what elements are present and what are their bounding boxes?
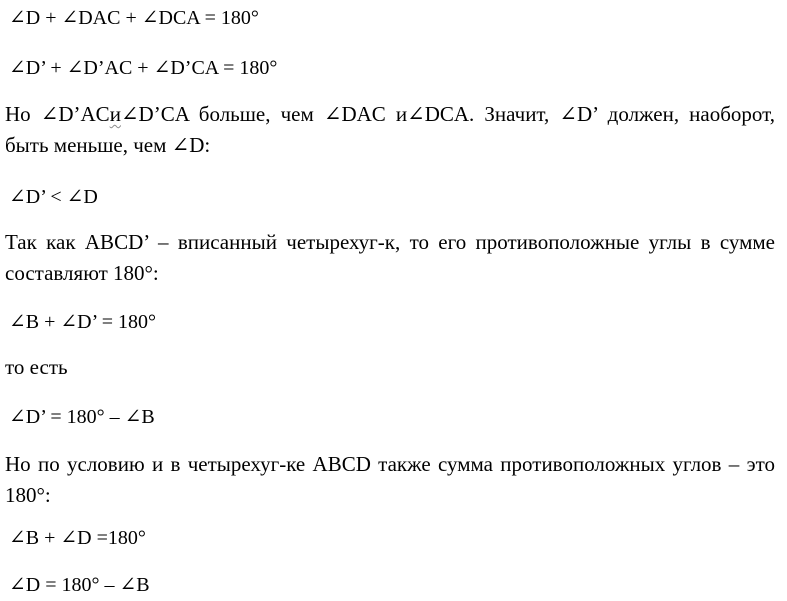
paragraph-inscribed-quadrilateral: Так как ABCD’ – вписанный четырехуг-к, то его противоположные углы в сумме составляют 180°:	[5, 230, 775, 285]
paragraph-condition-abcd: Но по условию и в четырехуг-ке ABCD также сумма противоположных углов – это 180°:	[5, 452, 775, 507]
inequality-dprime-less-d: ∠D’ < ∠D	[9, 186, 98, 208]
equation-dprime-value: ∠D’ = 180° – ∠B	[9, 406, 155, 428]
equation-b-plus-dprime: ∠B + ∠D’ = 180°	[9, 311, 157, 333]
paragraph-angle-comparison	[5, 99, 775, 161]
equation-triangle-dprime-ca: ∠D’ + ∠D’AC + ∠D’CA = 180°	[9, 57, 278, 79]
spellcheck-flagged-word: и	[109, 102, 121, 126]
equation-d-value: ∠D = 180° – ∠B	[9, 574, 150, 596]
equation-b-plus-d: ∠B + ∠D =180°	[9, 527, 146, 549]
paragraph-angle-comparison-start: Но ∠D’AC	[5, 102, 110, 126]
equation-triangle-dca: ∠D + ∠DAC + ∠DCA = 180°	[9, 7, 259, 29]
paragraph-angle-comparison-end: ∠D’CA больше, чем ∠DAC и∠DCA. Значит, ∠D’ должен, наоборот, быть меньше, чем ∠D:	[5, 102, 776, 157]
text-that-is: то есть	[5, 355, 68, 379]
